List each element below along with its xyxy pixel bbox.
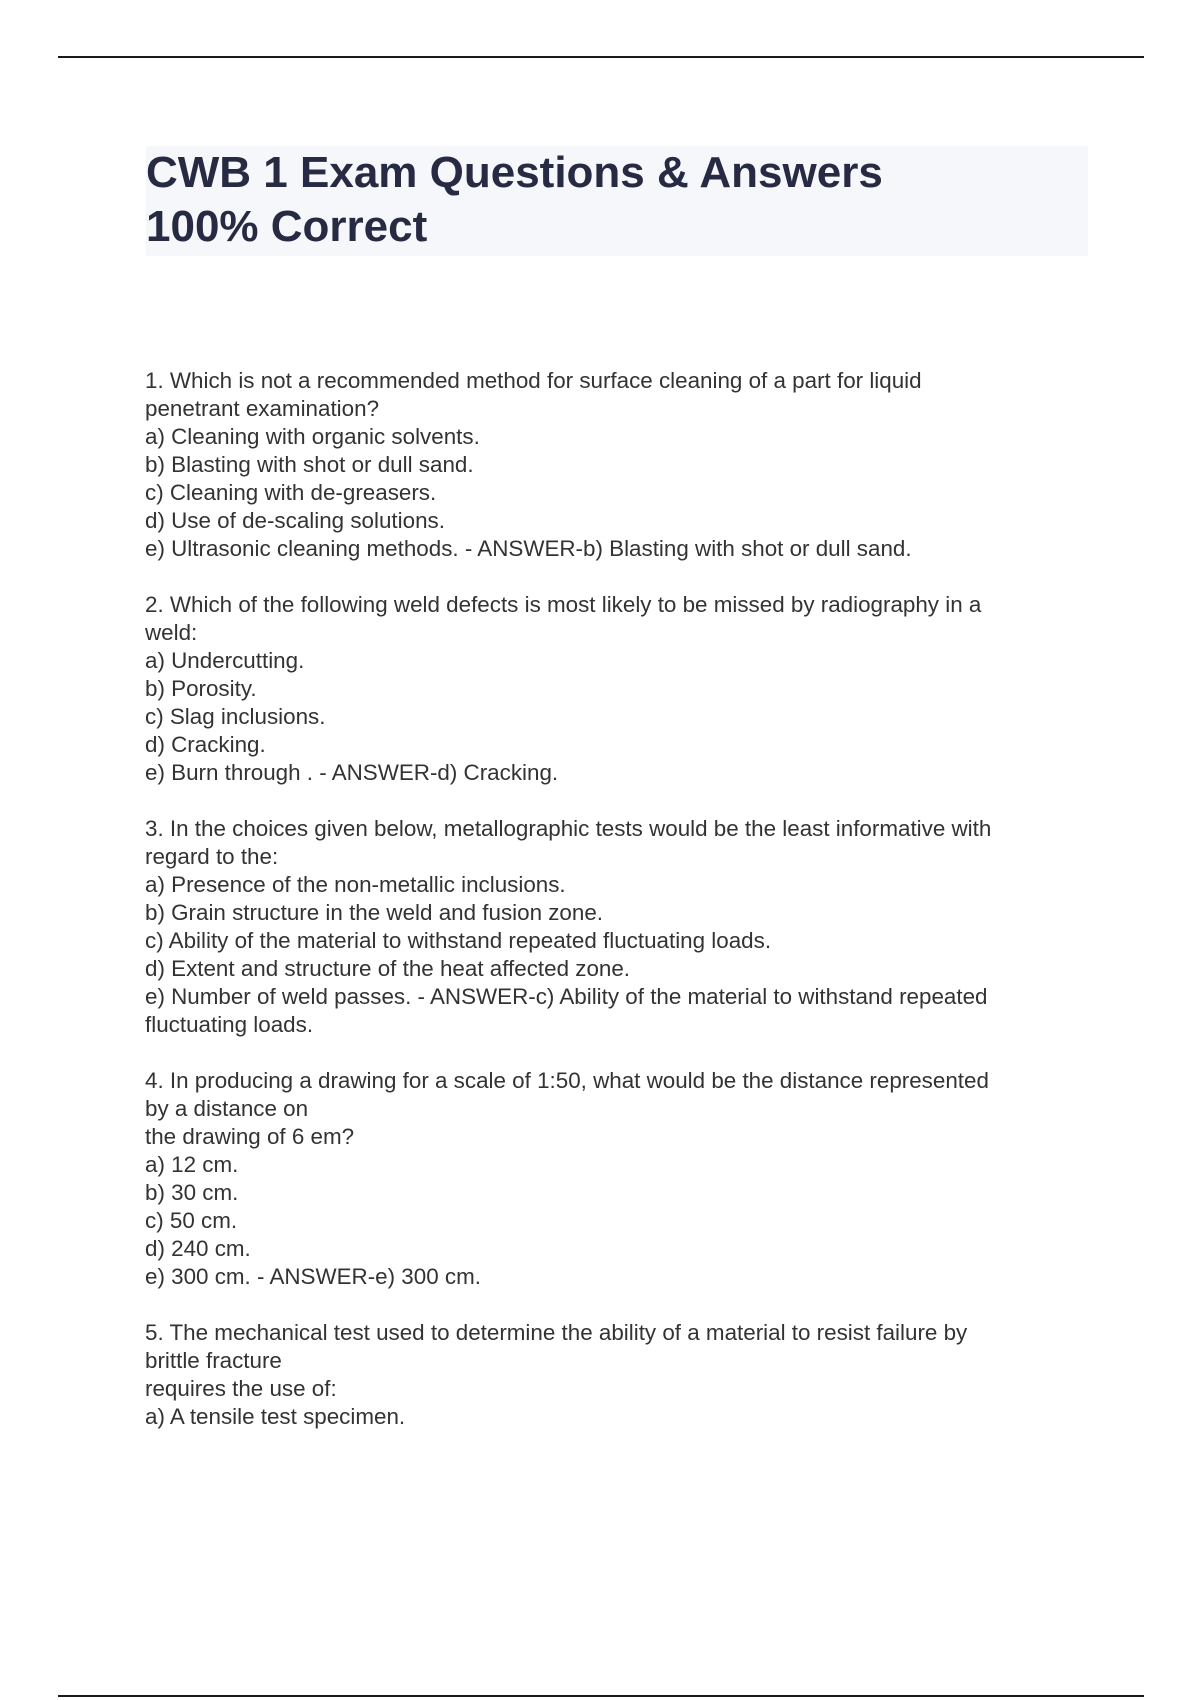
- bottom-rule: [58, 1695, 1144, 1697]
- question-1: [145, 367, 1085, 563]
- question-4-prompt-cont-1: by a distance on: [145, 1096, 309, 1121]
- question-5-prompt-cont-1: brittle fracture: [145, 1348, 282, 1373]
- document-title-line-2: 100% Correct: [146, 202, 428, 251]
- question-1-option-d: d) Use of de-scaling solutions.: [145, 508, 445, 533]
- question-5-prompt: 5. The mechanical test used to determine the ability of a material to resist failure by: [145, 1320, 968, 1345]
- question-4-prompt: 4. In producing a drawing for a scale of 1:50, what would be the distance represented: [145, 1068, 989, 1093]
- question-1-option-a: a) Cleaning with organic solvents.: [145, 424, 480, 449]
- question-1-option-b: b) Blasting with shot or dull sand.: [145, 452, 474, 477]
- question-1-option-e-answer: e) Ultrasonic cleaning methods. - ANSWER-b) Blasting with shot or dull sand.: [145, 536, 912, 561]
- question-2: [145, 591, 1085, 787]
- question-4-prompt-cont-2: the drawing of 6 em?: [145, 1124, 355, 1149]
- question-3-option-d: d) Extent and structure of the heat affected zone.: [145, 956, 631, 981]
- question-4-option-b: b) 30 cm.: [145, 1180, 239, 1205]
- question-4-option-e-answer: e) 300 cm. - ANSWER-e) 300 cm.: [145, 1264, 481, 1289]
- question-1-prompt-cont: penetrant examination?: [145, 396, 380, 421]
- document-title-line-1: CWB 1 Exam Questions & Answers: [146, 148, 883, 197]
- question-4-option-d: d) 240 cm.: [145, 1236, 251, 1261]
- question-2-option-e-answer: e) Burn through . - ANSWER-d) Cracking.: [145, 760, 559, 785]
- question-3-prompt: 3. In the choices given below, metallographic tests would be the least informative with: [145, 816, 992, 841]
- question-1-prompt: 1. Which is not a recommended method for surface cleaning of a part for liquid: [145, 368, 922, 393]
- question-5-prompt-cont-2: requires the use of:: [145, 1376, 337, 1401]
- question-2-option-a: a) Undercutting.: [145, 648, 305, 673]
- question-1-option-c: c) Cleaning with de-greasers.: [145, 480, 437, 505]
- question-2-option-b: b) Porosity.: [145, 676, 257, 701]
- question-3-answer-cont: fluctuating loads.: [145, 1012, 314, 1037]
- question-3-option-c: c) Ability of the material to withstand repeated fluctuating loads.: [145, 928, 772, 953]
- question-2-option-d: d) Cracking.: [145, 732, 266, 757]
- question-5-option-a: a) A tensile test specimen.: [145, 1404, 406, 1429]
- question-4-option-c: c) 50 cm.: [145, 1208, 238, 1233]
- question-3-option-a: a) Presence of the non-metallic inclusions.: [145, 872, 566, 897]
- question-2-prompt: 2. Which of the following weld defects is most likely to be missed by radiography in a: [145, 592, 982, 617]
- question-4-option-a: a) 12 cm.: [145, 1152, 239, 1177]
- question-4: [145, 1067, 1085, 1291]
- top-rule: [58, 56, 1144, 58]
- question-3-prompt-cont: regard to the:: [145, 844, 279, 869]
- question-3-option-b: b) Grain structure in the weld and fusion zone.: [145, 900, 604, 925]
- document-title: [146, 146, 1076, 254]
- question-3-option-e-answer: e) Number of weld passes. - ANSWER-c) Ability of the material to withstand repeated: [145, 984, 988, 1009]
- question-5: [145, 1319, 1085, 1431]
- question-2-option-c: c) Slag inclusions.: [145, 704, 326, 729]
- question-2-prompt-cont: weld:: [145, 620, 198, 645]
- question-3: [145, 815, 1085, 1039]
- question-list: [145, 367, 1085, 1459]
